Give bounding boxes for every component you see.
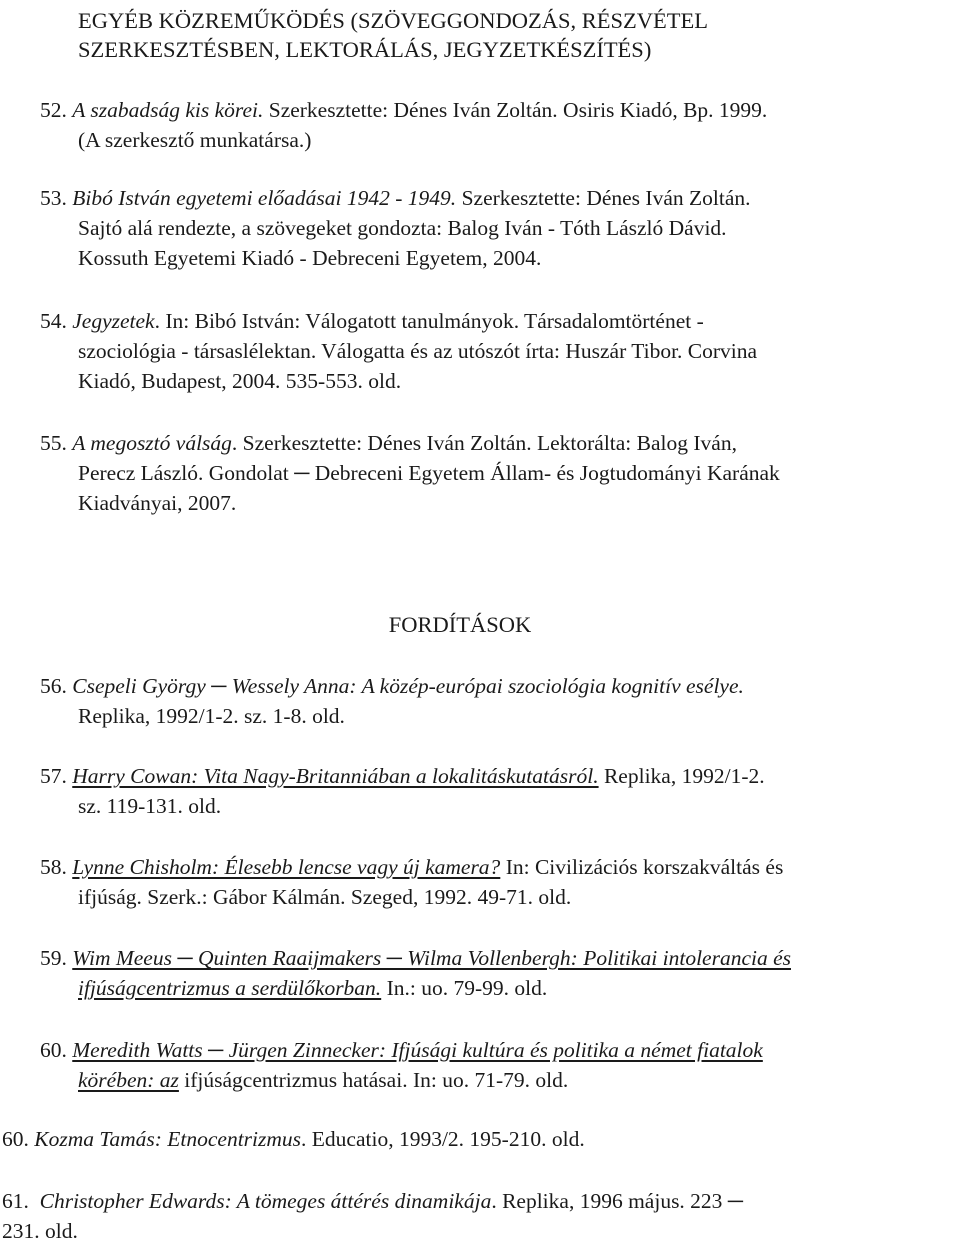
- entry-line: (A szerkesztő munkatársa.): [78, 128, 312, 152]
- entry-line: sz. 119-131. old.: [78, 794, 222, 818]
- heading-line-1: EGYÉB KÖZREMŰKÖDÉS (SZÖVEGGONDOZÁS, RÉSZVÉTEL: [78, 8, 708, 33]
- entry-line: Perecz László. Gondolat ─ Debreceni Egyetem Állam- és Jogtudományi Karának: [78, 461, 780, 485]
- entry-title: Christopher Edwards: A tömeges áttérés dinamikája: [39, 1189, 492, 1213]
- entry-number: 56.: [40, 674, 67, 698]
- bibliography-entry-60b: [2, 1124, 882, 1154]
- entry-number: 58.: [40, 855, 67, 879]
- entry-title: Csepeli György ─ Wessely Anna: A közép-európai szociológia kognitív esélye.: [72, 674, 744, 698]
- entry-line: Kiadványai, 2007.: [78, 491, 237, 515]
- entry-title: Harry Cowan: Vita Nagy-Britanniában a lokalitáskutatásról.: [72, 764, 599, 788]
- entry-title: Wim Meeus ─ Quinten Raaijmakers ─ Wilma Vollenbergh: Politikai intolerancia és: [72, 946, 791, 970]
- entry-number: 59.: [40, 946, 67, 970]
- entry-details: . Replika, 1996 május. 223 ─: [491, 1189, 744, 1213]
- entry-title: A megosztó válság: [72, 431, 232, 455]
- bibliography-entry-59: [40, 943, 920, 1003]
- entry-title: Jegyzetek: [72, 309, 155, 333]
- bibliography-entry-53: [40, 183, 920, 273]
- bibliography-entry-52: [40, 95, 920, 155]
- bibliography-entry-56: [40, 671, 920, 731]
- entry-line: Sajtó alá rendezte, a szövegeket gondozta: Balog Iván - Tóth László Dávid.: [78, 216, 727, 240]
- section-heading-other-contributions: [78, 6, 918, 64]
- entry-title-continued: ifjúságcentrizmus a serdülőkorban.: [78, 976, 382, 1000]
- entry-title: Lynne Chisholm: Élesebb lencse vagy új kamera?: [72, 855, 501, 879]
- entry-number: 53.: [40, 186, 67, 210]
- entry-number: 61.: [2, 1189, 29, 1213]
- entry-line: szociológia - társaslélektan. Válogatta és az utószót írta: Huszár Tibor. Corvina: [78, 339, 758, 363]
- entry-number: 60.: [2, 1127, 29, 1151]
- entry-title: A szabadság kis körei.: [72, 98, 264, 122]
- entry-title: Meredith Watts ─ Jürgen Zinnecker: Ifjúsági kultúra és politika a német fiatalok: [72, 1038, 763, 1062]
- entry-title-continued: körében: az: [78, 1068, 179, 1092]
- entry-details: . Educatio, 1993/2. 195-210. old.: [301, 1127, 585, 1151]
- bibliography-entry-58: [40, 852, 920, 912]
- bibliography-entry-61: [2, 1186, 882, 1246]
- bibliography-entry-57: [40, 761, 920, 821]
- entry-number: 57.: [40, 764, 67, 788]
- bibliography-entry-54: [40, 306, 920, 396]
- entry-details: . In: Bibó István: Válogatott tanulmányok. Társadalomtörténet -: [154, 309, 704, 333]
- heading-line-2: SZERKESZTÉSBEN, LEKTORÁLÁS, JEGYZETKÉSZÍTÉS): [78, 37, 652, 62]
- entry-details: In: Civilizációs korszakváltás és: [500, 855, 784, 879]
- entry-details: Replika, 1992/1-2.: [598, 764, 765, 788]
- section-title-translations: FORDÍTÁSOK: [388, 612, 532, 637]
- entry-line: Kiadó, Budapest, 2004. 535-553. old.: [78, 369, 402, 393]
- entry-number: 54.: [40, 309, 67, 333]
- entry-line: 231. old.: [2, 1219, 78, 1243]
- bibliography-entry-55: [40, 428, 920, 518]
- entry-number: 60.: [40, 1038, 67, 1062]
- entry-details: Szerkesztette: Dénes Iván Zoltán.: [456, 186, 751, 210]
- entry-details: ifjúságcentrizmus hatásai. In: uo. 71-79. old.: [178, 1068, 569, 1092]
- entry-details: Szerkesztette: Dénes Iván Zoltán. Osiris Kiadó, Bp. 1999.: [263, 98, 768, 122]
- entry-title: Bibó István egyetemi előadásai 1942 - 1949.: [72, 186, 457, 210]
- entry-line: Replika, 1992/1-2. sz. 1-8. old.: [78, 704, 345, 728]
- entry-number: 55.: [40, 431, 67, 455]
- entry-line: ifjúság. Szerk.: Gábor Kálmán. Szeged, 1992. 49-71. old.: [78, 885, 572, 909]
- entry-number: 52.: [40, 98, 67, 122]
- entry-details: In.: uo. 79-99. old.: [381, 976, 548, 1000]
- entry-title: Kozma Tamás: Etnocentrizmus: [34, 1127, 302, 1151]
- bibliography-entry-60a: [40, 1035, 920, 1095]
- entry-details: . Szerkesztette: Dénes Iván Zoltán. Lektorálta: Balog Iván,: [231, 431, 737, 455]
- entry-line: Kossuth Egyetemi Kiadó - Debreceni Egyetem, 2004.: [78, 246, 542, 270]
